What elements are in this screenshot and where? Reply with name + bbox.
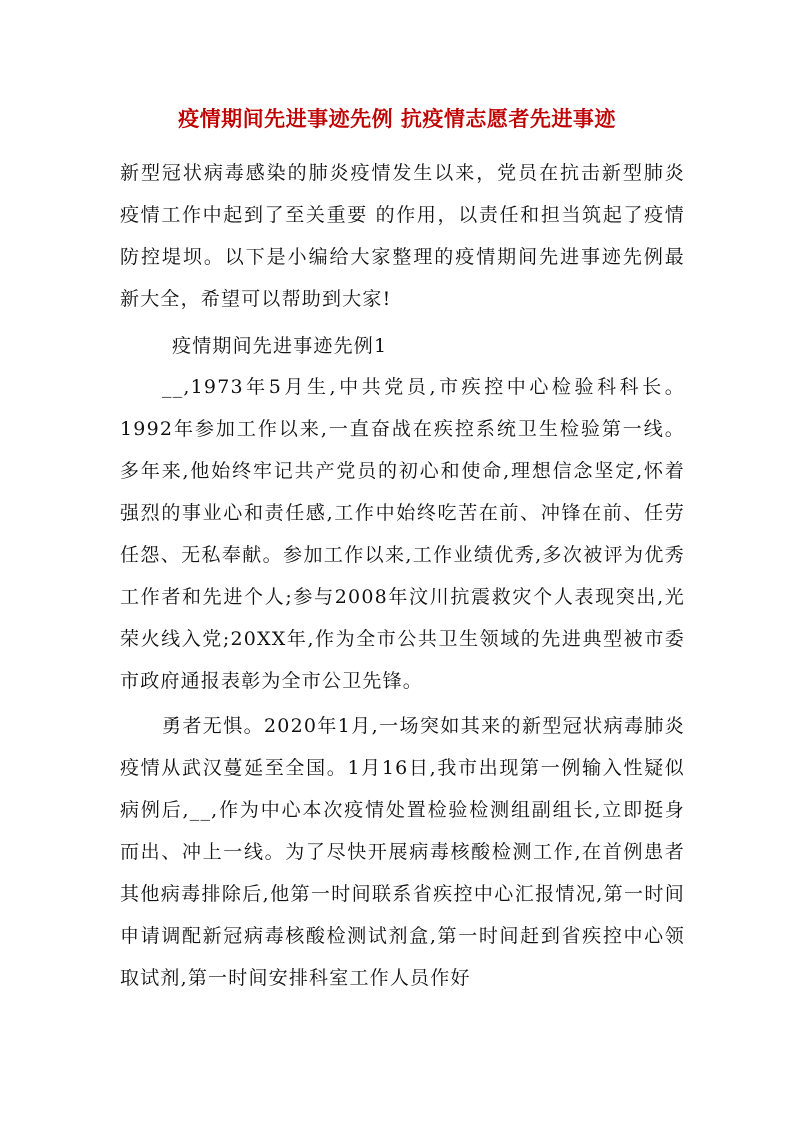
story-paragraph: 勇者无惧。2020年1月,一场突如其来的新型冠状病毒肺炎疫情从武汉蔓延至全国。1月16日,我市出现第一例输入性疑似病例后,__,作为中心本次疫情处置检验检测组副组长,立即挺身而出、冲上一线。为了尽快开展病毒核酸检测工作,在首例患者其他病毒排除后,他第一时间联系省疾控中心汇报情况,第一时间申请调配新冠病毒核酸检测试剂盒,第一时间赶到省疾控中心领取试剂,第一时间安排科室工作人员作好: [120, 715, 685, 989]
intro-block: [120, 152, 685, 320]
profile-block: [120, 366, 685, 702]
intro-paragraph: 新型冠状病毒感染的肺炎疫情发生以来，党员在抗击新型肺炎疫情工作中起到了至关重要 的作用，以责任和担当筑起了疫情防控堤坝。以下是小编给大家整理的疫情期间先进事迹先例最新大全，希望可以帮助到大家!: [120, 162, 685, 310]
story-block: [120, 705, 685, 999]
profile-paragraph: __,1973年5月生,中共党员,市疾控中心检验科科长。1992年参加工作以来,一直奋战在疾控系统卫生检验第一线。多年来,他始终牢记共产党员的初心和使命,理想信念坚定,怀着强烈的事业心和责任感,工作中始终吃苦在前、冲锋在前、任劳任怨、无私奉献。参加工作以来,工作业绩优秀,多次被评为优秀工作者和先进个人;参与2008年汶川抗震救灾个人表现突出,光荣火线入党;20XX年,作为全市公共卫生领域的先进典型被市委市政府通报表彰为全市公卫先锋。: [120, 376, 685, 692]
section-heading-block: [120, 325, 685, 367]
section-heading: 疫情期间先进事迹先例1: [172, 335, 388, 357]
document-title: 疫情期间先进事迹先例 抗疫情志愿者先进事迹: [178, 106, 616, 131]
